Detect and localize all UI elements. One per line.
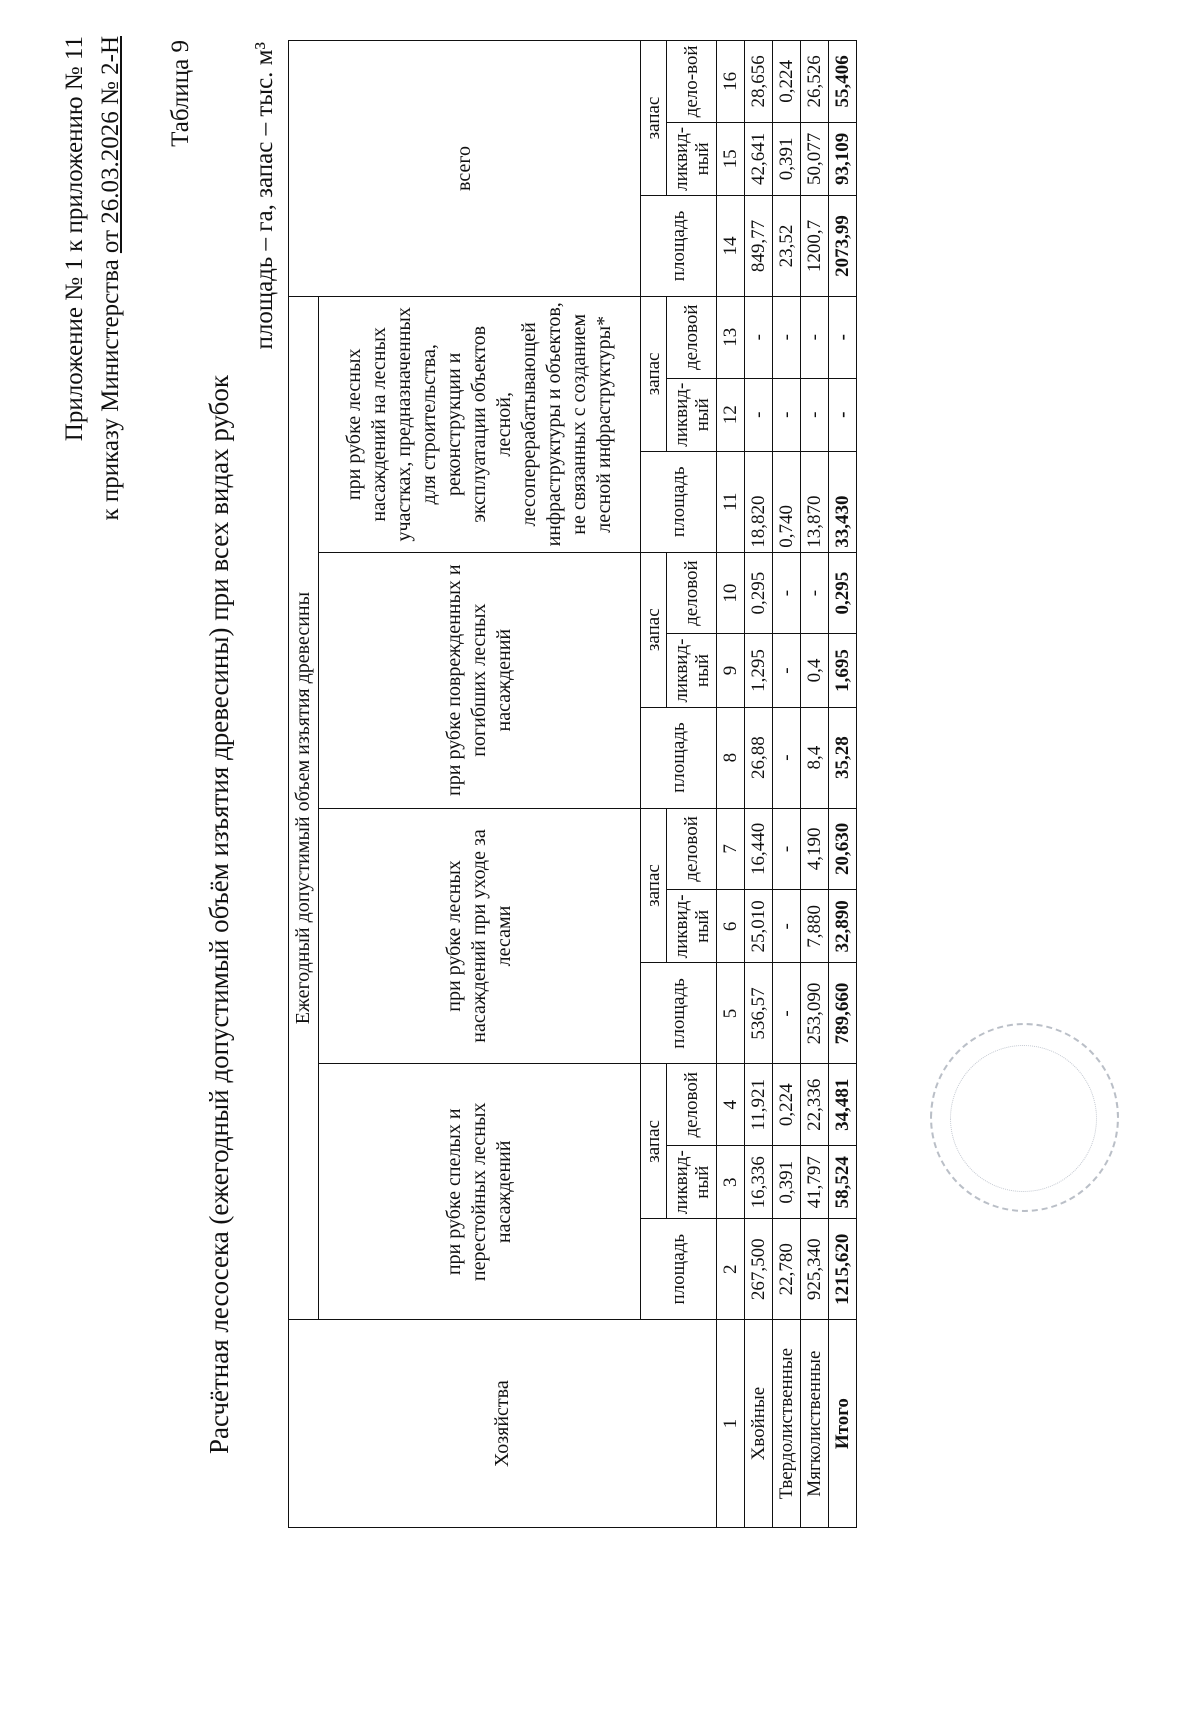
table-cell: 0,224 xyxy=(773,41,801,123)
table-cell: - xyxy=(801,378,829,451)
column-number: 7 xyxy=(717,808,745,890)
table-cell: 26,88 xyxy=(745,707,773,808)
table-cell: 42,641 xyxy=(745,122,773,195)
table-cell: 55,406 xyxy=(829,41,857,123)
column-number: 9 xyxy=(717,634,745,707)
column-number: 5 xyxy=(717,963,745,1064)
table-cell: - xyxy=(773,890,801,963)
header-group-thinning: при рубке лесных насаждений при уходе за лесами xyxy=(319,808,641,1064)
table-cell: 0,740 xyxy=(773,451,801,552)
units-note: площадь – га, запас – тыс. м³ xyxy=(251,42,278,350)
row-name: Итого xyxy=(829,1320,857,1528)
table-cell: 32,890 xyxy=(829,890,857,963)
table-cell: 1,295 xyxy=(745,634,773,707)
column-number: 13 xyxy=(717,296,745,378)
header-liquid: ликвид-ный xyxy=(667,378,717,451)
column-number: 12 xyxy=(717,378,745,451)
header-group-damaged: при рубке поврежденных и погибших лесных насаждений xyxy=(319,552,641,808)
column-number: 14 xyxy=(717,196,745,297)
table-cell: - xyxy=(773,808,801,890)
seal-inner-ring xyxy=(950,1045,1097,1192)
table-cell: 26,526 xyxy=(801,41,829,123)
table-cell: 0,295 xyxy=(829,552,857,634)
column-number: 3 xyxy=(717,1146,745,1219)
header-area: площадь xyxy=(641,1219,717,1320)
header-area: площадь xyxy=(641,451,717,552)
table-cell: - xyxy=(773,963,801,1064)
header-farms: Хозяйства xyxy=(289,1320,717,1528)
column-number: 8 xyxy=(717,707,745,808)
table-cell: 11,921 xyxy=(745,1064,773,1146)
header-stock: запас xyxy=(641,41,667,196)
table-cell: 0,295 xyxy=(745,552,773,634)
table-cell: - xyxy=(773,552,801,634)
header-business: дело-вой xyxy=(667,41,717,123)
header-annual-volume: Ежегодный допустимый объем изъятия древесины xyxy=(289,296,319,1319)
table-cell: - xyxy=(773,378,801,451)
header-business: деловой xyxy=(667,296,717,378)
header-stock: запас xyxy=(641,296,667,451)
header-area: площадь xyxy=(641,196,717,297)
table-cell: 28,656 xyxy=(745,41,773,123)
table-cell: 925,340 xyxy=(801,1219,829,1320)
table-cell: 16,336 xyxy=(745,1146,773,1219)
header-group-mature: при рубке спелых и перестойных лесных насаждений xyxy=(319,1064,641,1320)
table-cell: 789,660 xyxy=(829,963,857,1064)
column-number: 4 xyxy=(717,1064,745,1146)
header-business: деловой xyxy=(667,1064,717,1146)
table-cell: - xyxy=(801,296,829,378)
table-cell: 23,52 xyxy=(773,196,801,297)
document-title: Расчётная лесосека (ежегодный допустимый объём изъятия древесины) при всех видах рубок xyxy=(204,375,234,1454)
table-cell: - xyxy=(773,707,801,808)
table-cell: 0,391 xyxy=(773,122,801,195)
column-number: 11 xyxy=(717,451,745,552)
table-cell: 536,57 xyxy=(745,963,773,1064)
table-cell: - xyxy=(773,296,801,378)
header-group-infrastructure: при рубке лесных насаждений на лесных участках, предназначенных для строительства, реконструкции и эксплуатации объектов лесной, лесоперерабатывающей инфраструктуры и объектов, не связанных с созданием лесной инфраструктуры* xyxy=(319,296,641,552)
table-cell: 20,630 xyxy=(829,808,857,890)
table-number: Таблица 9 xyxy=(167,40,194,147)
column-number: 10 xyxy=(717,552,745,634)
appendix-line-1: Приложение № 1 к приложению № 11 xyxy=(61,36,88,442)
table-cell: 18,820 xyxy=(745,451,773,552)
table-cell: - xyxy=(801,552,829,634)
header-area: площадь xyxy=(641,963,717,1064)
row-name: Твердолиственные xyxy=(773,1320,801,1528)
header-stock: запас xyxy=(641,1064,667,1219)
table-cell: 7,880 xyxy=(801,890,829,963)
table-cell: 1200,7 xyxy=(801,196,829,297)
table-row-total xyxy=(829,41,857,1528)
header-group-total: всего xyxy=(289,41,641,297)
table-cell: 34,481 xyxy=(829,1064,857,1146)
column-number: 16 xyxy=(717,41,745,123)
table-cell: 50,077 xyxy=(801,122,829,195)
table-cell: 22,336 xyxy=(801,1064,829,1146)
table-cell: 25,010 xyxy=(745,890,773,963)
header-area: площадь xyxy=(641,707,717,808)
column-number: 15 xyxy=(717,122,745,195)
table-row-softwood xyxy=(801,41,829,1528)
table-cell: 93,109 xyxy=(829,122,857,195)
table-cell: 267,500 xyxy=(745,1219,773,1320)
row-name: Мягколиственные xyxy=(801,1320,829,1528)
column-numbers-row xyxy=(717,41,745,1528)
table-cell: 35,28 xyxy=(829,707,857,808)
header-liquid: ликвид-ный xyxy=(667,1146,717,1219)
table-row-hardwood xyxy=(773,41,801,1528)
seal-stamp xyxy=(930,1023,1119,1212)
table-cell: 0,391 xyxy=(773,1146,801,1219)
table-cell: 0,4 xyxy=(801,634,829,707)
appendix-line-2 xyxy=(96,36,126,521)
table-cell: 13,870 xyxy=(801,451,829,552)
table-cell: 58,524 xyxy=(829,1146,857,1219)
header-stock: запас xyxy=(641,552,667,707)
header-stock: запас xyxy=(641,808,667,963)
table-cell: 1,695 xyxy=(829,634,857,707)
table-cell: - xyxy=(829,378,857,451)
table-cell: 849,77 xyxy=(745,196,773,297)
column-number: 1 xyxy=(717,1320,745,1528)
table-cell: - xyxy=(745,378,773,451)
cutting-volume-table xyxy=(288,40,857,1528)
table-row-conifer xyxy=(745,41,773,1528)
header-liquid: ликвид-ный xyxy=(667,634,717,707)
table-cell: - xyxy=(829,296,857,378)
row-name: Хвойные xyxy=(745,1320,773,1528)
header-liquid: ликвид-ный xyxy=(667,122,717,195)
table-cell: 253,090 xyxy=(801,963,829,1064)
table-cell: 41,797 xyxy=(801,1146,829,1219)
column-number: 6 xyxy=(717,890,745,963)
header-business: деловой xyxy=(667,552,717,634)
appendix-order-reference: от 26.03.2026 № 2-Н xyxy=(97,36,124,254)
header-liquid: ликвид-ный xyxy=(667,890,717,963)
table-cell: 1215,620 xyxy=(829,1219,857,1320)
header-business: деловой xyxy=(667,808,717,890)
table-cell: 33,430 xyxy=(829,451,857,552)
appendix-order-text: к приказу Министерства xyxy=(97,253,124,521)
table-cell: 22,780 xyxy=(773,1219,801,1320)
table-cell: - xyxy=(745,296,773,378)
table-cell: 4,190 xyxy=(801,808,829,890)
table-cell: 8,4 xyxy=(801,707,829,808)
table-cell: - xyxy=(773,634,801,707)
table-cell: 0,224 xyxy=(773,1064,801,1146)
column-number: 2 xyxy=(717,1219,745,1320)
table-cell: 2073,99 xyxy=(829,196,857,297)
table-cell: 16,440 xyxy=(745,808,773,890)
